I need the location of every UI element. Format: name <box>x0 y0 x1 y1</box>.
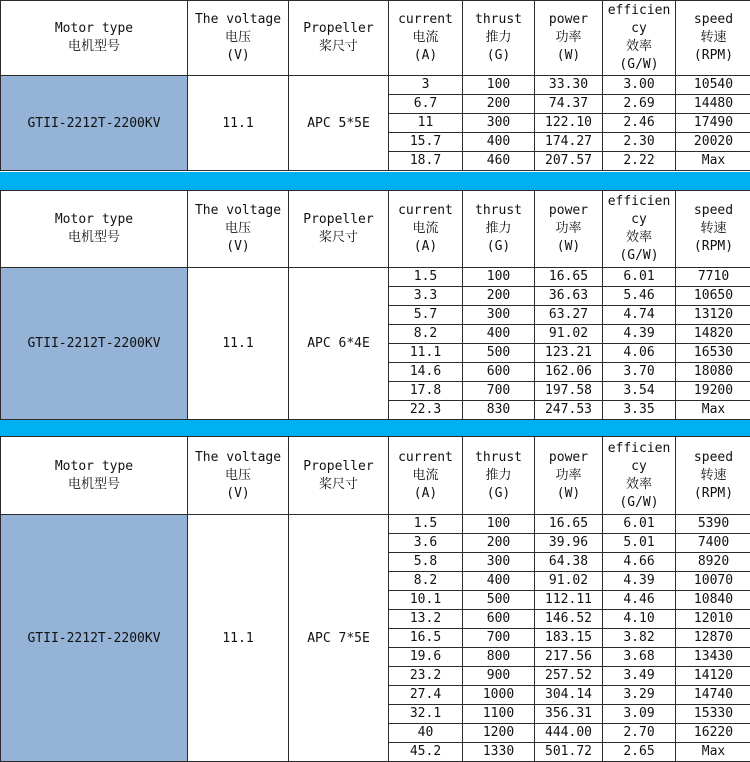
header-current: current 电流 (A) <box>389 437 463 515</box>
power-cell: 36.63 <box>535 287 603 306</box>
speed-cell: Max <box>676 743 750 762</box>
current-cell: 22.3 <box>389 401 463 420</box>
efficiency-cell: 2.22 <box>603 152 676 171</box>
header-speed: speed 转速 (RPM) <box>676 191 750 268</box>
header-motor-type: Motor type 电机型号 <box>1 437 188 515</box>
power-cell: 197.58 <box>535 382 603 401</box>
power-cell: 207.57 <box>535 152 603 171</box>
thrust-cell: 100 <box>463 268 535 287</box>
thrust-cell: 300 <box>463 114 535 133</box>
voltage-cell: 11.1 <box>188 76 289 171</box>
speed-cell: 19200 <box>676 382 750 401</box>
thrust-cell: 400 <box>463 325 535 344</box>
speed-cell: 5390 <box>676 515 750 534</box>
spec-table <box>0 436 750 762</box>
thrust-cell: 600 <box>463 610 535 629</box>
current-cell: 5.7 <box>389 306 463 325</box>
thrust-cell: 200 <box>463 95 535 114</box>
thrust-cell: 400 <box>463 133 535 152</box>
power-cell: 74.37 <box>535 95 603 114</box>
thrust-cell: 830 <box>463 401 535 420</box>
efficiency-cell: 4.39 <box>603 572 676 591</box>
speed-cell: 16530 <box>676 344 750 363</box>
power-cell: 501.72 <box>535 743 603 762</box>
propeller-cell: APC 5*5E <box>289 76 389 171</box>
header-thrust: thrust 推力 (G) <box>463 437 535 515</box>
header-voltage: The voltage 电压 (V) <box>188 1 289 76</box>
propeller-cell: APC 7*5E <box>289 515 389 762</box>
header-current: current 电流 (A) <box>389 1 463 76</box>
power-cell: 16.65 <box>535 515 603 534</box>
power-cell: 444.00 <box>535 724 603 743</box>
thrust-cell: 1200 <box>463 724 535 743</box>
current-cell: 14.6 <box>389 363 463 382</box>
current-cell: 8.2 <box>389 325 463 344</box>
speed-cell: 13120 <box>676 306 750 325</box>
power-cell: 122.10 <box>535 114 603 133</box>
current-cell: 11 <box>389 114 463 133</box>
efficiency-cell: 4.06 <box>603 344 676 363</box>
speed-cell: 12010 <box>676 610 750 629</box>
thrust-cell: 200 <box>463 534 535 553</box>
efficiency-cell: 3.82 <box>603 629 676 648</box>
efficiency-cell: 2.30 <box>603 133 676 152</box>
table-row <box>1 515 750 534</box>
power-cell: 257.52 <box>535 667 603 686</box>
speed-cell: 14480 <box>676 95 750 114</box>
motor-type-cell: GTII-2212T-2200KV <box>1 268 188 420</box>
current-cell: 3.6 <box>389 534 463 553</box>
power-cell: 174.27 <box>535 133 603 152</box>
thrust-cell: 700 <box>463 629 535 648</box>
thrust-cell: 700 <box>463 382 535 401</box>
speed-cell: 16220 <box>676 724 750 743</box>
thrust-cell: 460 <box>463 152 535 171</box>
thrust-cell: 300 <box>463 553 535 572</box>
current-cell: 3.3 <box>389 287 463 306</box>
power-cell: 123.21 <box>535 344 603 363</box>
efficiency-cell: 4.39 <box>603 325 676 344</box>
header-voltage: The voltage 电压 (V) <box>188 437 289 515</box>
thrust-cell: 1000 <box>463 686 535 705</box>
speed-cell: 20020 <box>676 133 750 152</box>
thrust-cell: 1100 <box>463 705 535 724</box>
table-row <box>1 268 750 287</box>
current-cell: 27.4 <box>389 686 463 705</box>
current-cell: 11.1 <box>389 344 463 363</box>
thrust-cell: 100 <box>463 76 535 95</box>
speed-cell: 8920 <box>676 553 750 572</box>
separator-strip <box>0 419 750 436</box>
speed-cell: 10840 <box>676 591 750 610</box>
efficiency-cell: 4.74 <box>603 306 676 325</box>
power-cell: 304.14 <box>535 686 603 705</box>
power-cell: 162.06 <box>535 363 603 382</box>
efficiency-cell: 6.01 <box>603 515 676 534</box>
thrust-cell: 500 <box>463 344 535 363</box>
speed-cell: 7710 <box>676 268 750 287</box>
header-speed: speed 转速 (RPM) <box>676 1 750 76</box>
efficiency-cell: 3.09 <box>603 705 676 724</box>
power-cell: 39.96 <box>535 534 603 553</box>
current-cell: 32.1 <box>389 705 463 724</box>
motor-type-cell: GTII-2212T-2200KV <box>1 76 188 171</box>
speed-cell: 18080 <box>676 363 750 382</box>
current-cell: 5.8 <box>389 553 463 572</box>
current-cell: 18.7 <box>389 152 463 171</box>
efficiency-cell: 4.46 <box>603 591 676 610</box>
efficiency-cell: 5.46 <box>603 287 676 306</box>
current-cell: 10.1 <box>389 591 463 610</box>
header-power: power 功率 (W) <box>535 191 603 268</box>
speed-cell: 17490 <box>676 114 750 133</box>
current-cell: 1.5 <box>389 515 463 534</box>
thrust-cell: 200 <box>463 287 535 306</box>
header-power: power 功率 (W) <box>535 437 603 515</box>
power-cell: 16.65 <box>535 268 603 287</box>
header-propeller: Propeller 桨尺寸 <box>289 191 389 268</box>
efficiency-cell: 4.10 <box>603 610 676 629</box>
speed-cell: 7400 <box>676 534 750 553</box>
current-cell: 15.7 <box>389 133 463 152</box>
speed-cell: 14740 <box>676 686 750 705</box>
current-cell: 23.2 <box>389 667 463 686</box>
header-efficiency: efficien cy 效率 (G/W) <box>603 437 676 515</box>
thrust-cell: 800 <box>463 648 535 667</box>
efficiency-cell: 2.70 <box>603 724 676 743</box>
voltage-cell: 11.1 <box>188 268 289 420</box>
thrust-cell: 900 <box>463 667 535 686</box>
efficiency-cell: 3.35 <box>603 401 676 420</box>
header-efficiency: efficien cy 效率 (G/W) <box>603 1 676 76</box>
efficiency-cell: 6.01 <box>603 268 676 287</box>
current-cell: 3 <box>389 76 463 95</box>
header-propeller: Propeller 桨尺寸 <box>289 437 389 515</box>
current-cell: 1.5 <box>389 268 463 287</box>
header-current: current 电流 (A) <box>389 191 463 268</box>
speed-cell: 13430 <box>676 648 750 667</box>
header-power: power 功率 (W) <box>535 1 603 76</box>
efficiency-cell: 5.01 <box>603 534 676 553</box>
power-cell: 146.52 <box>535 610 603 629</box>
efficiency-cell: 3.29 <box>603 686 676 705</box>
spec-table <box>0 190 750 420</box>
current-cell: 16.5 <box>389 629 463 648</box>
power-cell: 91.02 <box>535 325 603 344</box>
power-cell: 33.30 <box>535 76 603 95</box>
thrust-cell: 1330 <box>463 743 535 762</box>
speed-cell: 10540 <box>676 76 750 95</box>
header-voltage: The voltage 电压 (V) <box>188 191 289 268</box>
header-motor-type: Motor type 电机型号 <box>1 191 188 268</box>
power-cell: 64.38 <box>535 553 603 572</box>
header-thrust: thrust 推力 (G) <box>463 191 535 268</box>
current-cell: 19.6 <box>389 648 463 667</box>
current-cell: 13.2 <box>389 610 463 629</box>
efficiency-cell: 3.68 <box>603 648 676 667</box>
speed-cell: 14820 <box>676 325 750 344</box>
power-cell: 356.31 <box>535 705 603 724</box>
thrust-cell: 600 <box>463 363 535 382</box>
current-cell: 8.2 <box>389 572 463 591</box>
power-cell: 217.56 <box>535 648 603 667</box>
speed-cell: 14120 <box>676 667 750 686</box>
separator-strip <box>0 172 750 190</box>
thrust-cell: 300 <box>463 306 535 325</box>
power-cell: 183.15 <box>535 629 603 648</box>
efficiency-cell: 3.00 <box>603 76 676 95</box>
header-propeller: Propeller 桨尺寸 <box>289 1 389 76</box>
efficiency-cell: 3.70 <box>603 363 676 382</box>
power-cell: 63.27 <box>535 306 603 325</box>
header-efficiency: efficien cy 效率 (G/W) <box>603 191 676 268</box>
efficiency-cell: 4.66 <box>603 553 676 572</box>
spec-table <box>0 0 750 171</box>
header-speed: speed 转速 (RPM) <box>676 437 750 515</box>
power-cell: 112.11 <box>535 591 603 610</box>
power-cell: 91.02 <box>535 572 603 591</box>
propeller-cell: APC 6*4E <box>289 268 389 420</box>
efficiency-cell: 3.49 <box>603 667 676 686</box>
motor-type-cell: GTII-2212T-2200KV <box>1 515 188 762</box>
speed-cell: 10650 <box>676 287 750 306</box>
speed-cell: Max <box>676 152 750 171</box>
voltage-cell: 11.1 <box>188 515 289 762</box>
efficiency-cell: 2.65 <box>603 743 676 762</box>
thrust-cell: 400 <box>463 572 535 591</box>
efficiency-cell: 2.69 <box>603 95 676 114</box>
current-cell: 45.2 <box>389 743 463 762</box>
thrust-cell: 500 <box>463 591 535 610</box>
current-cell: 6.7 <box>389 95 463 114</box>
efficiency-cell: 2.46 <box>603 114 676 133</box>
table-row <box>1 76 750 95</box>
speed-cell: 12870 <box>676 629 750 648</box>
speed-cell: Max <box>676 401 750 420</box>
header-motor-type: Motor type 电机型号 <box>1 1 188 76</box>
current-cell: 40 <box>389 724 463 743</box>
speed-cell: 15330 <box>676 705 750 724</box>
header-thrust: thrust 推力 (G) <box>463 1 535 76</box>
thrust-cell: 100 <box>463 515 535 534</box>
power-cell: 247.53 <box>535 401 603 420</box>
current-cell: 17.8 <box>389 382 463 401</box>
efficiency-cell: 3.54 <box>603 382 676 401</box>
speed-cell: 10070 <box>676 572 750 591</box>
